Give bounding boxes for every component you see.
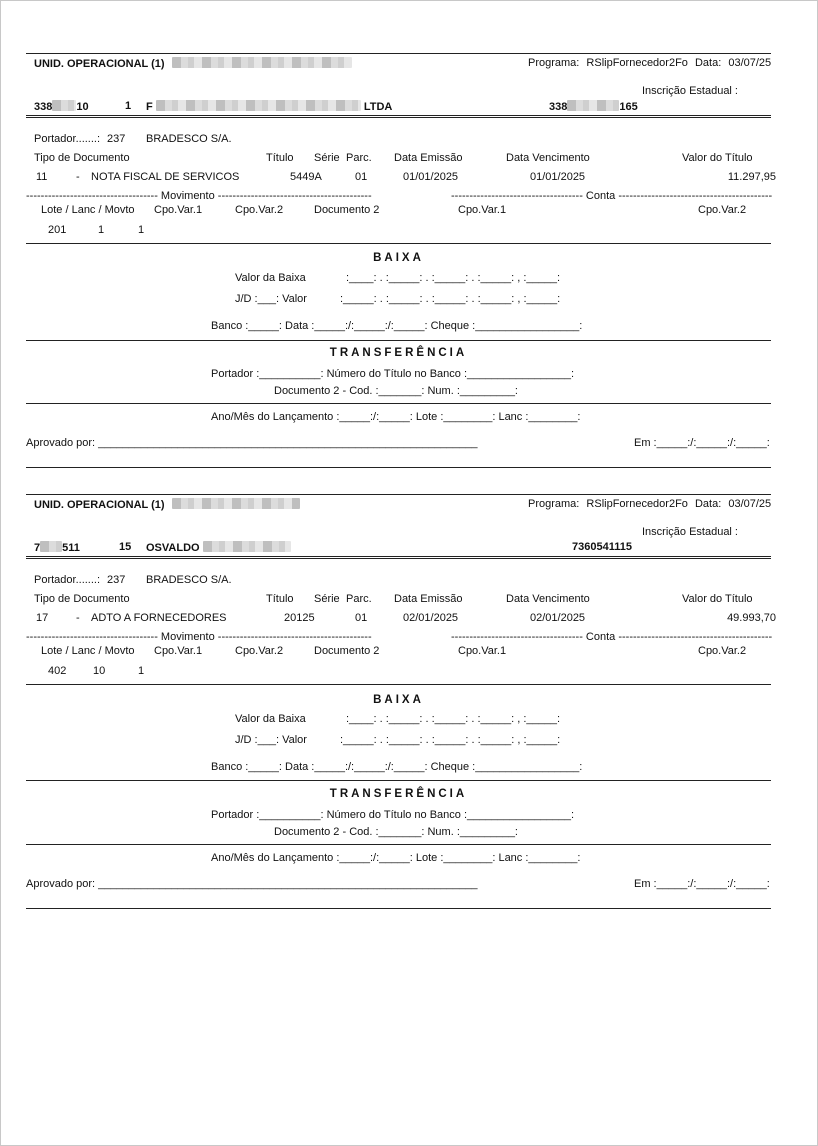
programa-label: Programa:: [528, 57, 580, 69]
col-conta-cpo-var-2: Cpo.Var.2: [698, 204, 747, 216]
supplier-name: F LTDA: [146, 101, 393, 113]
emissao-value: 01/01/2025: [403, 171, 459, 183]
lote-value: 402: [48, 665, 67, 677]
col-cpo-var-2: Cpo.Var.2: [235, 204, 284, 216]
valor-baixa-label: Valor da Baixa: [235, 713, 306, 725]
col-tipo-documento: Tipo de Documento: [34, 593, 130, 605]
transferencia-end-rule: [26, 844, 771, 845]
programa-label: Programa:: [528, 498, 580, 510]
inscricao-value: 7360541115: [572, 541, 632, 553]
portador-name: BRADESCO S/A.: [146, 574, 232, 586]
em-date-field[interactable]: Em :_____:/:_____:/:_____:: [634, 878, 770, 890]
col-cpo-var-2: Cpo.Var.2: [235, 645, 284, 657]
programa-value: RSlipFornecedor2Fo: [586, 498, 688, 510]
col-lote-lanc-movto: Lote / Lanc / Movto: [41, 204, 135, 216]
doc-dash: -: [76, 612, 80, 624]
conta-rule: ------------------------------------ Conta ------------------------------------------: [451, 190, 773, 202]
ano-mes-lancamento-fields[interactable]: Ano/Mês do Lançamento :_____:/:_____: Lote :________: Lanc :________:: [211, 411, 581, 423]
data-label: Data:: [694, 57, 722, 69]
redacted-unit-name: [172, 57, 352, 68]
unit-label: UNID. OPERACIONAL (1): [34, 58, 165, 70]
valor-baixa-field[interactable]: :____: . :_____: . :_____: . :_____: , :_____:: [346, 713, 561, 725]
redacted-inscricao: [567, 100, 619, 111]
supplier-seq: 15: [119, 541, 132, 553]
movimento-rule: ------------------------------------ Movimento ------------------------------------------: [26, 190, 372, 202]
col-parc: Parc.: [346, 152, 372, 164]
col-parc: Parc.: [346, 593, 372, 605]
banco-data-cheque-fields[interactable]: Banco :_____: Data :_____:/:_____:/:_____: Cheque :_________________:: [211, 320, 583, 332]
valor-baixa-field[interactable]: :____: . :_____: . :_____: . :_____: , :_____:: [346, 272, 561, 284]
col-data-vencimento: Data Vencimento: [506, 152, 590, 164]
supplier-double-rule: [26, 556, 771, 559]
col-cpo-var-1: Cpo.Var.1: [154, 204, 203, 216]
col-data-emissao: Data Emissão: [394, 152, 463, 164]
redacted-supplier-code: [40, 541, 62, 552]
col-data-emissao: Data Emissão: [394, 593, 463, 605]
ano-mes-lancamento-fields[interactable]: Ano/Mês do Lançamento :_____:/:_____: Lote :________: Lanc :________:: [211, 852, 581, 864]
banco-data-cheque-fields[interactable]: Banco :_____: Data :_____:/:_____:/:_____: Cheque :_________________:: [211, 761, 583, 773]
parc-value: 01: [355, 612, 368, 624]
col-valor-titulo: Valor do Título: [682, 593, 753, 605]
doc-name: NOTA FISCAL DE SERVICOS: [91, 171, 240, 183]
slip-end-rule: [26, 908, 771, 909]
doc-dash: -: [76, 171, 80, 183]
lote-value: 201: [48, 224, 67, 236]
jd-valor-field[interactable]: :_____: . :_____: . :_____: . :_____: , :_____:: [340, 734, 561, 746]
inscricao-label: Inscrição Estadual :: [642, 85, 738, 97]
vencimento-value: 01/01/2025: [530, 171, 586, 183]
data-label: Data:: [694, 498, 722, 510]
baixa-title: BAIXA: [373, 694, 424, 706]
supplier-name: OSVALDO: [146, 541, 291, 555]
valor-value: 49.993,70: [727, 612, 776, 624]
doc-code: 11: [36, 171, 48, 183]
col-valor-titulo: Valor do Título: [682, 152, 753, 164]
portador-name: BRADESCO S/A.: [146, 133, 232, 145]
transferencia-title: TRANSFERÊNCIA: [329, 788, 468, 800]
emissao-value: 02/01/2025: [403, 612, 459, 624]
jd-valor-field[interactable]: :_____: . :_____: . :_____: . :_____: , :_____:: [340, 293, 561, 305]
col-conta-cpo-var-1: Cpo.Var.1: [458, 204, 507, 216]
col-data-vencimento: Data Vencimento: [506, 593, 590, 605]
conta-rule: ------------------------------------ Conta ------------------------------------------: [451, 631, 773, 643]
redacted-unit-name: [172, 498, 300, 509]
col-titulo: Título: [266, 152, 294, 164]
col-documento-2: Documento 2: [314, 204, 380, 216]
programa-value: RSlipFornecedor2Fo: [586, 57, 688, 69]
col-titulo: Título: [266, 593, 294, 605]
titulo-value: 20125: [284, 612, 315, 624]
supplier-double-rule: [26, 115, 771, 118]
aprovado-por-field[interactable]: Aprovado por: ______________________________________________________________: [26, 878, 478, 890]
transf-portador-titulo-fields[interactable]: Portador :__________: Número do Título no Banco :_________________:: [211, 368, 575, 380]
movimento-end-rule: [26, 243, 771, 244]
header-rule: [26, 494, 771, 495]
lanc-value: 10: [93, 665, 106, 677]
col-cpo-var-1: Cpo.Var.1: [154, 645, 203, 657]
portador-code: 237: [107, 133, 126, 145]
parc-value: 01: [355, 171, 368, 183]
col-lote-lanc-movto: Lote / Lanc / Movto: [41, 645, 135, 657]
supplier-code: 338 10: [34, 101, 89, 113]
redacted-supplier-code: [52, 100, 76, 111]
data-value: 03/07/25: [728, 57, 772, 69]
baixa-end-rule: [26, 780, 771, 781]
col-serie: Série: [314, 593, 340, 605]
supplier-seq: 1: [125, 100, 132, 112]
lanc-value: 1: [98, 224, 105, 236]
redacted-supplier-name: [156, 100, 361, 111]
portador-label: Portador.......:: [34, 574, 101, 586]
titulo-value: 5449A: [290, 171, 322, 183]
aprovado-por-field[interactable]: Aprovado por: ______________________________________________________________: [26, 437, 478, 449]
movto-value: 1: [138, 224, 145, 236]
doc-code: 17: [36, 612, 49, 624]
vencimento-value: 02/01/2025: [530, 612, 586, 624]
transf-documento-fields[interactable]: Documento 2 - Cod. :_______: Num. :_________:: [274, 385, 518, 397]
em-date-field[interactable]: Em :_____:/:_____:/:_____:: [634, 437, 770, 449]
slip-1: [1, 1, 818, 471]
doc-name: ADTO A FORNECEDORES: [91, 612, 227, 624]
jd-valor-label: J/D :___: Valor: [235, 293, 307, 305]
unit-label: UNID. OPERACIONAL (1): [34, 499, 165, 511]
transferencia-end-rule: [26, 403, 771, 404]
redacted-supplier-name: [203, 541, 291, 552]
movimento-rule: ------------------------------------ Movimento ------------------------------------------: [26, 631, 372, 643]
baixa-end-rule: [26, 340, 771, 341]
inscricao-label: Inscrição Estadual :: [642, 526, 738, 538]
slip-2: [1, 442, 818, 912]
valor-baixa-label: Valor da Baixa: [235, 272, 306, 284]
header-rule: [26, 53, 771, 54]
valor-value: 11.297,95: [727, 171, 776, 183]
inscricao-value: 338 165: [549, 101, 638, 113]
movto-value: 1: [138, 665, 145, 677]
portador-label: Portador.......:: [34, 133, 101, 145]
portador-code: 237: [107, 574, 126, 586]
data-value: 03/07/25: [728, 498, 772, 510]
transf-documento-fields[interactable]: Documento 2 - Cod. :_______: Num. :_________:: [274, 826, 518, 838]
col-conta-cpo-var-2: Cpo.Var.2: [698, 645, 747, 657]
jd-valor-label: J/D :___: Valor: [235, 734, 307, 746]
col-serie: Série: [314, 152, 340, 164]
col-tipo-documento: Tipo de Documento: [34, 152, 130, 164]
transferencia-title: TRANSFERÊNCIA: [329, 347, 468, 359]
movimento-end-rule: [26, 684, 771, 685]
supplier-code: 7 511: [34, 542, 80, 554]
transf-portador-titulo-fields[interactable]: Portador :__________: Número do Título no Banco :_________________:: [211, 809, 575, 821]
col-conta-cpo-var-1: Cpo.Var.1: [458, 645, 507, 657]
baixa-title: BAIXA: [373, 252, 424, 264]
col-documento-2: Documento 2: [314, 645, 380, 657]
